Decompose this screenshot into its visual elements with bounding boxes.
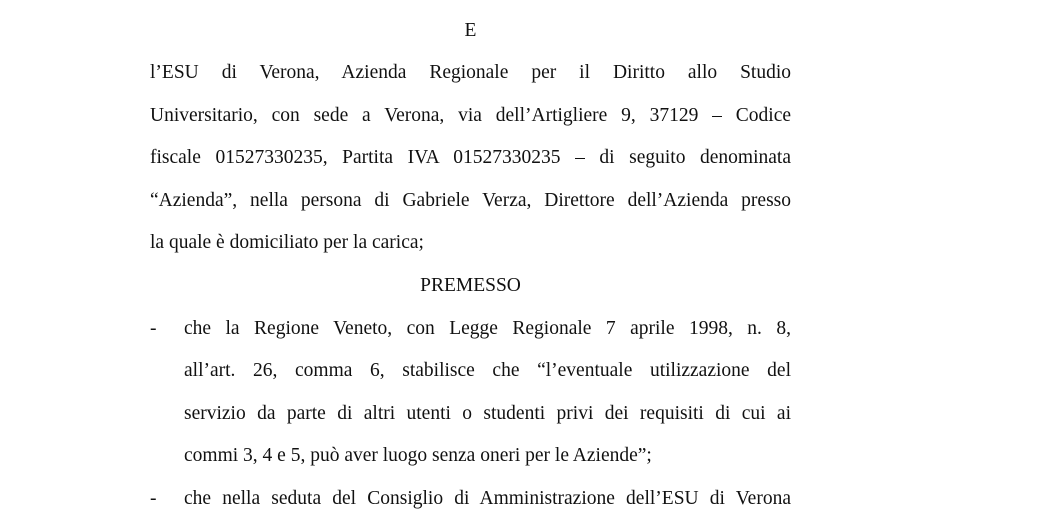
paragraph-line: l’ESU di Verona, Azienda Regionale per il Diritto allo Studio — [150, 62, 791, 83]
premise-line: servizio da parte di altri utenti o studenti privi dei requisiti di cui ai — [184, 403, 791, 424]
premise-line: all’art. 26, comma 6, stabilisce che “l’eventuale utilizzazione del — [184, 360, 791, 381]
paragraph-line: la quale è domiciliato per la carica; — [150, 232, 424, 253]
bullet-marker: - — [150, 488, 157, 509]
paragraph-line: fiscale 01527330235, Partita IVA 01527330235 – di seguito denominata — [150, 147, 791, 168]
paragraph-line: “Azienda”, nella persona di Gabriele Verza, Direttore dell’Azienda presso — [150, 190, 791, 211]
premise-line: che nella seduta del Consiglio di Amministrazione dell’ESU di Verona — [184, 488, 791, 509]
conjunction-heading: E — [464, 20, 477, 41]
premise-line: che la Regione Veneto, con Legge Regionale 7 aprile 1998, n. 8, — [184, 318, 791, 339]
bullet-marker: - — [150, 318, 157, 339]
paragraph-line: Universitario, con sede a Verona, via dell’Artigliere 9, 37129 – Codice — [150, 105, 791, 126]
premise-line: commi 3, 4 e 5, può aver luogo senza oneri per le Aziende”; — [184, 445, 652, 466]
section-heading: PREMESSO — [420, 275, 521, 296]
